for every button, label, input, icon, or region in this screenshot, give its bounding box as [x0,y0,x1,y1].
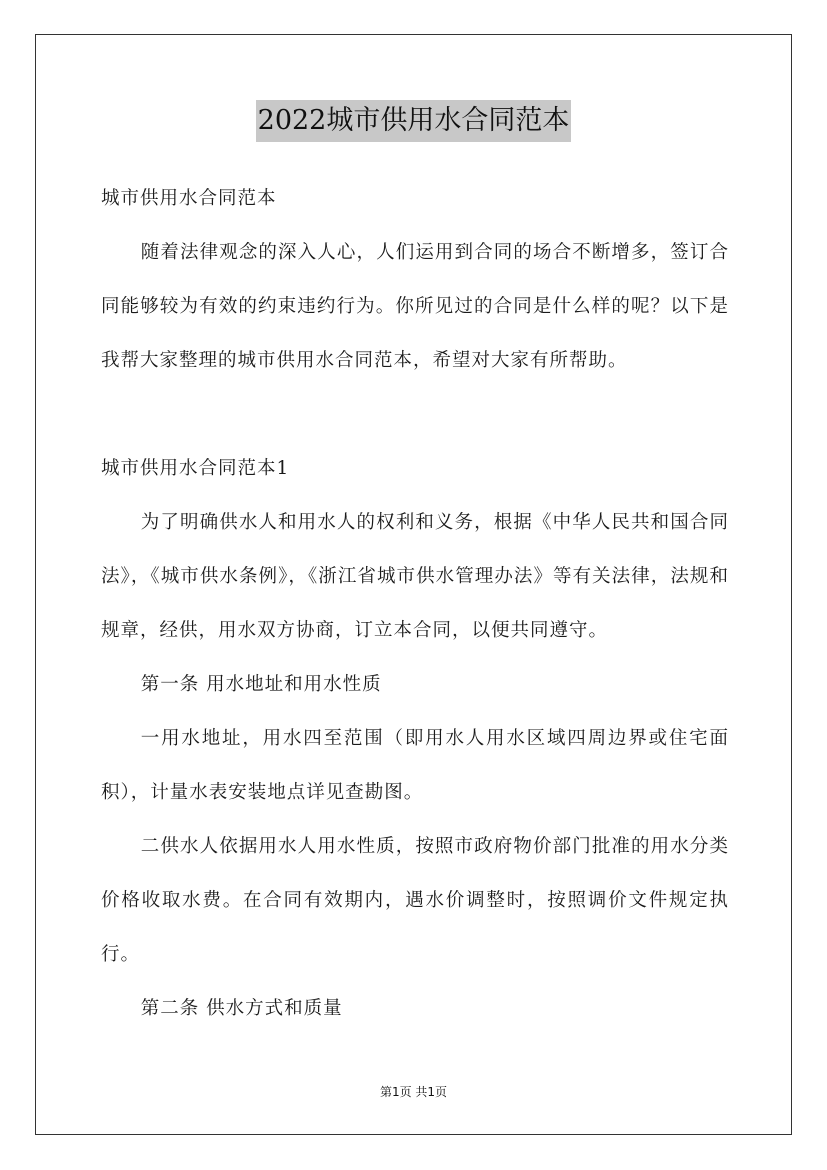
article-1-clause-1[interactable]: 一用水地址，用水四至范围（即用水人用水区域四周边界或住宅面积），计量水表安装地点详见查勘图。 [101,728,729,803]
page-number-footer: 第1页 共1页 [379,1085,448,1099]
article-1-heading[interactable]: 第一条 用水地址和用水性质 [140,674,382,695]
article-2-heading[interactable]: 第二条 供水方式和质量 [140,998,343,1019]
preamble-paragraph[interactable]: 为了明确供水人和用水人的权利和义务，根据《中华人民共和国合同法》，《城市供水条例》，《浙江省城市供水管理办法》等有关法律，法规和规章，经供，用水双方协商，订立本合同，以便共同遵守。 [101,512,729,641]
section-heading-intro[interactable]: 城市供用水合同范本 [101,188,277,209]
intro-paragraph[interactable]: 随着法律观念的深入人心，人们运用到合同的场合不断增多，签订合同能够较为有效的约束违约行为。你所见过的合同是什么样的呢？以下是我帮大家整理的城市供用水合同范本，希望对大家有所帮助。 [101,242,729,371]
article-1-clause-2[interactable]: 二供水人依据用水人用水性质，按照市政府物价部门批准的用水分类价格收取水费。在合同有效期内，遇水价调整时，按照调价文件规定执行。 [101,836,729,965]
document-title[interactable]: 2022城市供用水合同范本 [256,100,572,142]
title-area [0,100,827,142]
document-body [101,172,729,1036]
blank-line [101,388,729,442]
section-heading-sample-1[interactable]: 城市供用水合同范本1 [101,458,290,479]
